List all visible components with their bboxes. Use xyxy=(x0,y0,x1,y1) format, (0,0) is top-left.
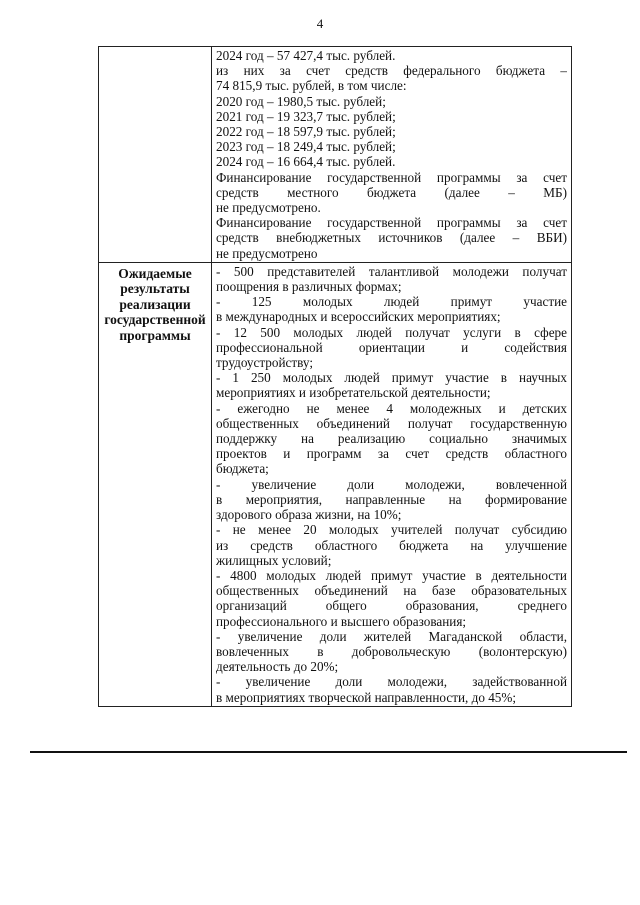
bottom-rule xyxy=(30,751,627,753)
label-line: результаты xyxy=(120,281,190,297)
text-line: трудоустройству; xyxy=(216,355,313,371)
text-line: профессионального и высшего образования; xyxy=(216,613,467,629)
text-line: бюджета; xyxy=(216,461,269,477)
text-line: в мероприятиях творческой направленности, до 45%; xyxy=(216,689,517,705)
text-line: 2023 год – 18 249,4 тыс. рублей; xyxy=(216,139,396,155)
expected-results-label xyxy=(103,264,207,344)
text-line: деятельность до 20%; xyxy=(216,659,339,675)
label-line: государственной xyxy=(104,312,206,328)
expected-results-row xyxy=(99,262,572,706)
text-line: профессиональной ориентации и содействия xyxy=(216,339,567,355)
label-line: программы xyxy=(119,327,191,343)
financing-lines xyxy=(216,48,567,261)
text-line: - ежегодно не менее 4 молодежных и детских xyxy=(216,400,567,416)
program-passport-table xyxy=(98,46,572,707)
financing-row xyxy=(99,47,572,263)
label-line: реализации xyxy=(119,296,191,312)
text-line: 2024 год – 57 427,4 тыс. рублей. xyxy=(216,48,396,63)
text-line: Финансирование государственной программы за счет xyxy=(216,169,567,185)
text-line: 2022 год – 18 597,9 тыс. рублей; xyxy=(216,124,396,140)
text-line: - 125 молодых людей примут участие xyxy=(216,294,567,310)
text-line: 2020 год – 1980,5 тыс. рублей; xyxy=(216,93,386,109)
text-line: - 4800 молодых людей примут участие в деятельности xyxy=(216,567,567,583)
text-line: мероприятиях и изобретательской деятельности; xyxy=(216,385,491,401)
text-line: - 1 250 молодых людей примут участие в научных xyxy=(216,370,567,386)
text-line: из них за счет средств федерального бюджета – xyxy=(216,63,567,79)
page-number: 4 xyxy=(316,16,324,31)
text-line: средств местного бюджета (далее – МБ) xyxy=(216,184,567,200)
text-line: - 500 представителей талантливой молодежи получат xyxy=(216,263,567,279)
text-line: здорового образа жизни, на 10%; xyxy=(216,507,402,523)
text-line: вовлеченных в добровольческую (волонтерскую) xyxy=(216,643,567,659)
text-line: поддержку на реализацию социально значимых xyxy=(216,431,567,447)
financing-label-cell xyxy=(99,47,212,263)
text-line: - увеличение доли молодежи, задействованной xyxy=(216,674,567,690)
text-line: из средств областного бюджета на улучшение xyxy=(216,537,567,553)
expected-results-label-cell xyxy=(99,262,212,706)
text-line: жилищных условий; xyxy=(216,552,332,568)
text-line: Финансирование государственной программы за счет xyxy=(216,215,567,231)
expected-results-lines xyxy=(216,264,567,705)
text-line: в мероприятия, направленные на формирование xyxy=(216,491,567,507)
text-line: общественных объединений получат государственную xyxy=(216,415,567,431)
text-line: не предусмотрено. xyxy=(216,200,321,216)
text-line: поощрения в различных формах; xyxy=(216,279,402,295)
text-line: проектов и программ за счет средств областного xyxy=(216,446,567,462)
text-line: общественных объединений на базе образовательных xyxy=(216,583,567,599)
text-line: - не менее 20 молодых учителей получат субсидию xyxy=(216,522,567,538)
text-line: 2024 год – 16 664,4 тыс. рублей. xyxy=(216,154,396,170)
text-line: средств внебюджетных источников (далее – ВБИ) xyxy=(216,230,567,246)
text-line: в международных и всероссийских мероприятиях; xyxy=(216,309,501,325)
text-line: 74 815,9 тыс. рублей, в том числе: xyxy=(216,78,407,94)
label-line: Ожидаемые xyxy=(118,265,192,281)
text-line: - 12 500 молодых людей получат услуги в сфере xyxy=(216,324,567,340)
text-line: - увеличение доли жителей Магаданской области, xyxy=(216,628,567,644)
expected-results-text-cell xyxy=(212,262,572,706)
text-line: 2021 год – 19 323,7 тыс. рублей; xyxy=(216,108,396,124)
text-line: организаций общего образования, среднего xyxy=(216,598,567,614)
financing-text-cell xyxy=(212,47,572,263)
text-line: - увеличение доли молодежи, вовлеченной xyxy=(216,476,567,492)
text-line: не предусмотрено xyxy=(216,245,318,261)
